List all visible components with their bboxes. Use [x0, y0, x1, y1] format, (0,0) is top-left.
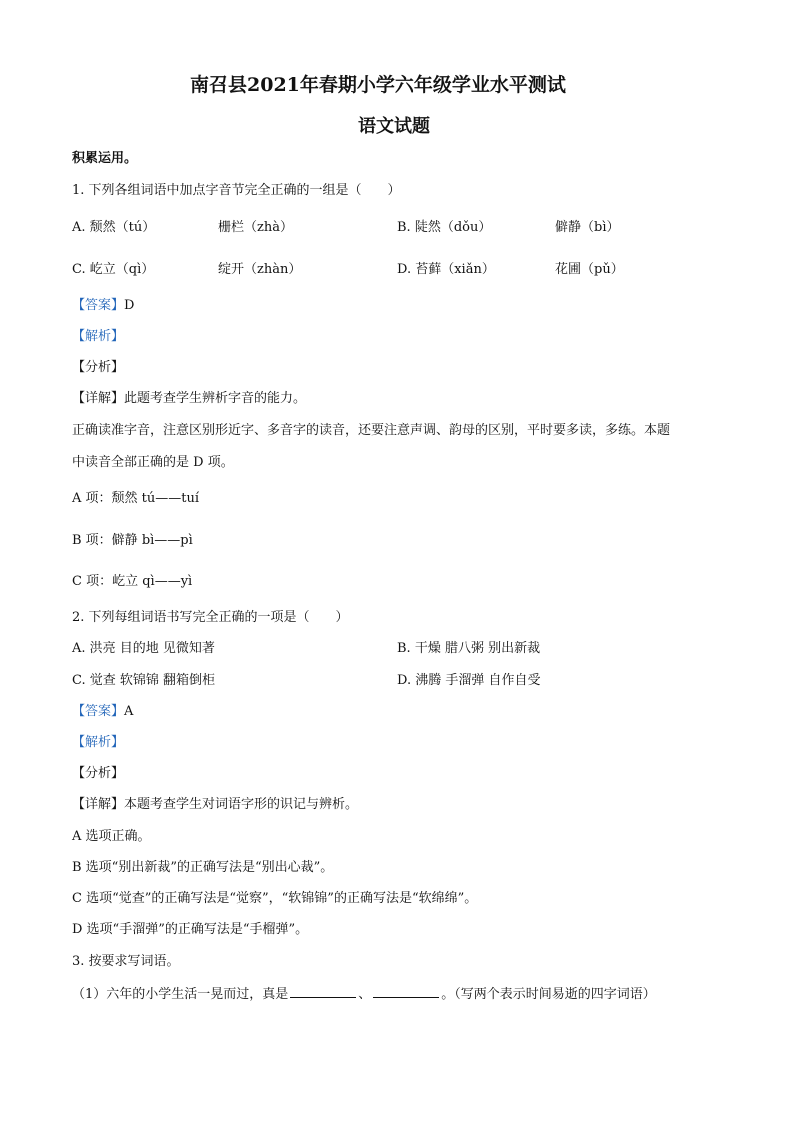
- q1-fix-c: C 项：屹立 qì——yì: [72, 574, 193, 589]
- detail-tag: 【详解】: [72, 391, 125, 406]
- section-heading: 积累运用。: [72, 151, 138, 166]
- q1-stem: 1. 下列各组词语中加点字音节完全正确的一组是（ ）: [72, 183, 401, 198]
- q2-option-c: C. 觉查 软锦锦 翻箱倒柜: [72, 673, 216, 688]
- q2-fenxi-tag: 【分析】: [72, 766, 125, 781]
- q3-item-prefix: （1）六年的小学生活一晃而过，真是: [72, 987, 289, 1002]
- q1-paragraph-line2: 中读音全部正确的是 D 项。: [72, 455, 234, 470]
- q2-line-d: D 选项“手溜弹”的正确写法是“手榴弹”。: [72, 922, 309, 937]
- q3-item-suffix: 。（写两个表示时间易逝的四字词语）: [441, 987, 656, 1002]
- q1-option-c-word1: C. 屹立（qì）: [72, 262, 155, 277]
- q2-answer: [72, 704, 133, 720]
- q1-paragraph-line1: 正确读准字音，注意区别形近字、多音字的读音，还要注意声调、韵母的区别，平时要多读，多练。本题: [72, 423, 671, 438]
- answer-blank-1[interactable]: [290, 985, 356, 998]
- q1-fix-a: A 项：颓然 tú——tuí: [72, 491, 200, 506]
- answer-value: D: [124, 298, 135, 313]
- detail-tag: 【详解】: [72, 797, 125, 812]
- q2-stem: 2. 下列每组词语书写完全正确的一项是（ ）: [72, 610, 349, 625]
- answer-tag: 【答案】: [72, 298, 125, 313]
- detail-text: 此题考查学生辨析字音的能力。: [124, 391, 307, 406]
- q1-option-a-word1: A. 颓然（tú）: [72, 220, 156, 235]
- q1-option-c-word2: 绽开（zhàn）: [218, 262, 302, 277]
- q2-line-b: B 选项“别出新裁”的正确写法是“别出心裁”。: [72, 860, 334, 875]
- page-subtitle: 语文试题: [358, 116, 430, 137]
- q1-fenxi-tag: 【分析】: [72, 360, 125, 375]
- q3-item-separator: 、: [358, 987, 372, 1002]
- q1-jiexi-tag: 【解析】: [72, 329, 125, 344]
- q2-option-d: D. 沸腾 手溜弹 自作自受: [397, 673, 541, 688]
- q3-item-1: [72, 985, 656, 1003]
- q2-line-c: C 选项“觉查”的正确写法是“觉察”，“软锦锦”的正确写法是“软绵绵”。: [72, 891, 478, 906]
- page-title: 南召县2021年春期小学六年级学业水平测试: [190, 74, 566, 96]
- q1-option-b-word1: B. 陡然（dǒu）: [397, 220, 492, 235]
- q3-stem: 3. 按要求写词语。: [72, 954, 180, 969]
- q2-detail: [72, 797, 358, 813]
- answer-tag: 【答案】: [72, 704, 125, 719]
- answer-blank-2[interactable]: [373, 985, 439, 998]
- q2-option-b: B. 干燥 腊八粥 别出新裁: [397, 641, 541, 656]
- q2-option-a: A. 洪亮 目的地 见微知著: [72, 641, 215, 656]
- answer-value: A: [124, 704, 134, 719]
- q1-answer: [72, 298, 134, 314]
- q1-option-a-word2: 栅栏（zhà）: [218, 220, 293, 235]
- q1-option-d-word2: 花圃（pǔ）: [555, 262, 624, 277]
- q1-fix-b: B 项：僻静 bì——pì: [72, 533, 193, 548]
- q1-detail: [72, 391, 306, 407]
- q1-option-d-word1: D. 苔藓（xiǎn）: [397, 262, 495, 277]
- q2-jiexi-tag: 【解析】: [72, 735, 125, 750]
- detail-text: 本题考查学生对词语字形的识记与辨析。: [124, 797, 359, 812]
- q2-line-a: A 选项正确。: [72, 829, 151, 844]
- q1-option-b-word2: 僻静（bì）: [555, 220, 620, 235]
